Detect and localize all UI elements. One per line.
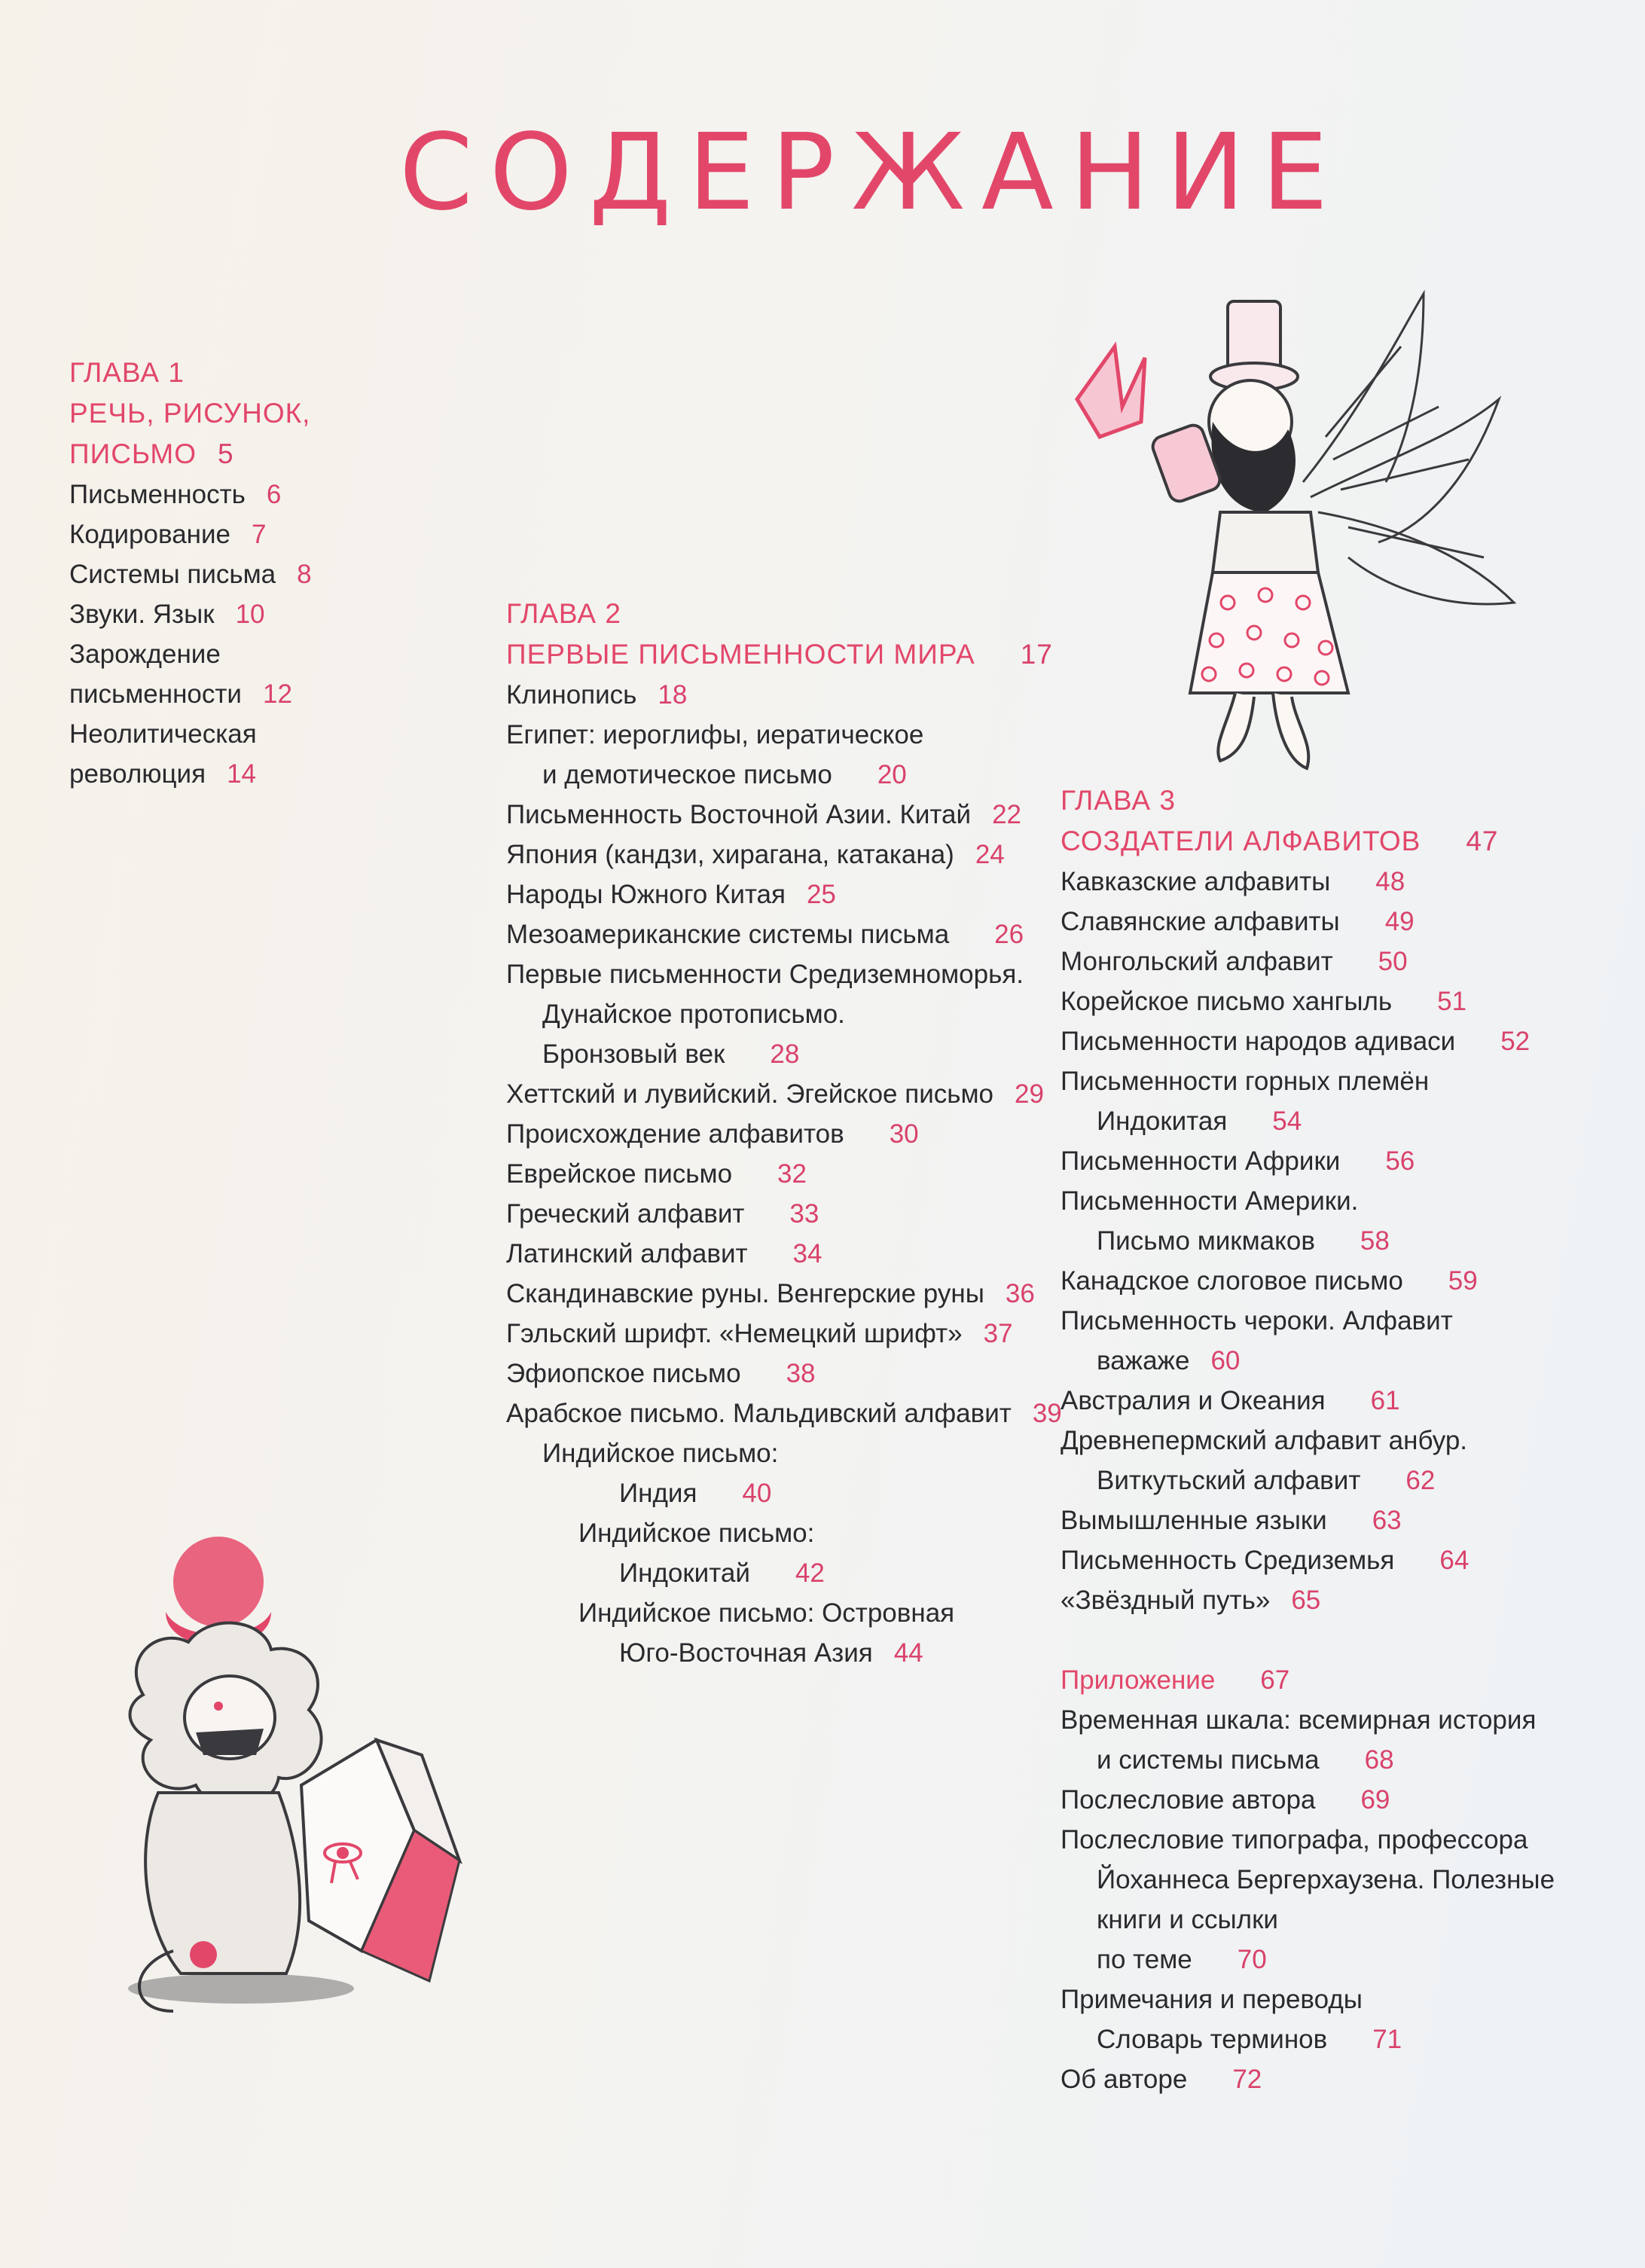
toc-entry[interactable]: Юго-Восточная Азия 44 (619, 1638, 923, 1668)
toc-entry[interactable]: Первые письменности Средиземноморья. (506, 960, 1024, 989)
toc-entry[interactable]: Индокитай 42 (619, 1558, 825, 1588)
toc-entry[interactable]: Монгольский алфавит 50 (1061, 947, 1408, 976)
chapter-1-label: ГЛАВА 1 (69, 357, 185, 388)
toc-entry[interactable]: Славянские алфавиты 49 (1061, 907, 1415, 936)
toc-entry[interactable]: Канадское слоговое письмо 59 (1061, 1266, 1478, 1296)
toc-entry[interactable]: Скандинавские руны. Венгерские руны 36 (506, 1279, 1035, 1308)
toc-entry[interactable]: Кодирование 7 (69, 520, 267, 549)
toc-entry[interactable]: Словарь терминов 71 (1097, 2025, 1402, 2054)
toc-entry[interactable]: революция 14 (69, 759, 256, 789)
toc-entry[interactable]: Письменности народов адиваси 52 (1061, 1027, 1531, 1056)
appendix-title: Приложение (1061, 1665, 1216, 1695)
toc-entry[interactable]: важаже 60 (1097, 1346, 1241, 1375)
toc-entry[interactable]: Древнепермский алфавит анбур. (1061, 1426, 1468, 1455)
chapter-2-section (506, 594, 1062, 1673)
lion-reading-book-illustration (113, 1529, 520, 2019)
toc-entry[interactable]: книги и ссылки (1097, 1905, 1278, 1934)
toc-entry[interactable]: Вымышленные языки 63 (1061, 1506, 1402, 1535)
chapter-1-title-line1: РЕЧЬ, РИСУНОК, (69, 398, 311, 429)
toc-entry[interactable]: Системы письма 8 (69, 560, 312, 589)
chapter-3-section (1061, 780, 1588, 2099)
toc-entry[interactable]: Мезоамериканские системы письма 26 (506, 920, 1024, 949)
toc-entry[interactable]: Письменность чероки. Алфавит (1061, 1306, 1453, 1335)
toc-entry[interactable]: Письмо микмаков 58 (1097, 1226, 1390, 1256)
toc-entry[interactable]: Об авторе 72 (1061, 2065, 1262, 2094)
toc-entry[interactable]: Письменности горных племён (1061, 1067, 1430, 1096)
toc-entry[interactable]: Происхождение алфавитов 30 (506, 1119, 919, 1149)
toc-entry[interactable]: Еврейское письмо 32 (506, 1159, 807, 1189)
wing-icon (1303, 294, 1514, 604)
toc-entry[interactable]: Временная шкала: всемирная история (1061, 1705, 1537, 1735)
toc-entry[interactable]: Индийское письмо: Островная (578, 1598, 955, 1628)
toc-entry[interactable]: Арабское письмо. Мальдивский алфавит 39 (506, 1399, 1062, 1428)
toc-entry[interactable]: Зарождение (69, 639, 221, 669)
toc-entry[interactable]: Дунайское протописьмо. (542, 1000, 845, 1029)
chapter-1-page: 5 (217, 438, 234, 469)
toc-entry[interactable]: Кавказские алфавиты 48 (1061, 867, 1405, 896)
toc-entry[interactable]: Индокитая 54 (1097, 1107, 1302, 1136)
toc-entry[interactable]: Эфиопское письмо 38 (506, 1359, 816, 1388)
appendix-title-row[interactable] (1061, 1660, 1588, 1700)
toc-entry[interactable]: Япония (кандзи, хирагана, катакана) 24 (506, 840, 1005, 869)
toc-entry[interactable]: Письменности Африки 56 (1061, 1146, 1415, 1176)
toc-entry[interactable]: Народы Южного Китая 25 (506, 880, 836, 909)
toc-entry[interactable]: Гэльский шрифт. «Немецкий шрифт» 37 (506, 1319, 1013, 1348)
toc-entry[interactable]: Хеттский и лувийский. Эгейское письмо 29 (506, 1079, 1044, 1109)
chapter-2-title: ПЕРВЫЕ ПИСЬМЕННОСТИ МИРА 17 (506, 639, 1053, 670)
toc-entry[interactable]: письменности 12 (69, 679, 292, 709)
toc-entry[interactable]: Послесловие автора 69 (1061, 1785, 1390, 1815)
red-sphere-icon (173, 1537, 264, 1627)
toc-entry[interactable]: по теме 70 (1097, 1945, 1267, 1974)
toc-entry[interactable]: Латинский алфавит 34 (506, 1239, 822, 1268)
toc-entry[interactable]: и демотическое письмо 20 (542, 760, 907, 789)
toc-entry[interactable]: Неолитическая (69, 719, 257, 749)
chapter-3-label: ГЛАВА 3 (1061, 785, 1176, 816)
toc-entry[interactable]: Индия 40 (619, 1479, 772, 1508)
toc-entry[interactable]: Примечания и переводы (1061, 1985, 1363, 2014)
chapter-2-label: ГЛАВА 2 (506, 598, 621, 629)
toc-entry[interactable]: Письменности Америки. (1061, 1186, 1359, 1216)
toc-entry[interactable]: Письменность 6 (69, 480, 282, 509)
toc-entry[interactable]: Письменность Восточной Азии. Китай 22 (506, 800, 1022, 829)
appendix-page: 67 (1260, 1665, 1290, 1695)
toc-entry[interactable]: Послесловие типографа, профессора (1061, 1825, 1528, 1854)
chapter-3-title: СОЗДАТЕЛИ АЛФАВИТОВ 47 (1061, 826, 1499, 856)
toc-entry[interactable]: Клинопись 18 (506, 680, 688, 710)
winged-king-illustration (1047, 286, 1529, 798)
toc-entry[interactable]: Корейское письмо хангыль 51 (1061, 987, 1467, 1016)
book-icon (301, 1740, 459, 1981)
chapter-3-page: 47 (1466, 826, 1499, 856)
toc-entry[interactable]: Виткутьский алфавит 62 (1097, 1466, 1436, 1495)
toc-entry[interactable]: Индийское письмо: (542, 1439, 779, 1468)
toc-entry[interactable]: «Звёздный путь» 65 (1061, 1586, 1321, 1615)
toc-entry[interactable]: Йоханнеса Бергерхаузена. Полезные (1097, 1865, 1555, 1894)
chapter-1-section (69, 353, 340, 794)
toc-entry[interactable]: Звуки. Язык 10 (69, 600, 265, 629)
toc-entry[interactable]: и системы письма 68 (1097, 1745, 1394, 1775)
toc-entry[interactable]: Бронзовый век 28 (542, 1039, 800, 1069)
toc-entry[interactable]: Греческий алфавит 33 (506, 1199, 819, 1229)
chapter-1-title-line2: ПИСЬМО 5 (69, 438, 234, 469)
red-rays-icon (1077, 346, 1145, 437)
chapter-2-page: 17 (1020, 639, 1053, 670)
toc-entry[interactable]: Индийское письмо: (578, 1519, 815, 1548)
toc-entry[interactable]: Письменность Средиземья 64 (1061, 1546, 1470, 1575)
page-title: СОДЕРЖАНИЕ (399, 111, 1345, 234)
toc-entry[interactable]: Австралия и Океания 61 (1061, 1386, 1400, 1415)
toc-entry[interactable]: Египет: иероглифы, иератическое (506, 720, 924, 749)
